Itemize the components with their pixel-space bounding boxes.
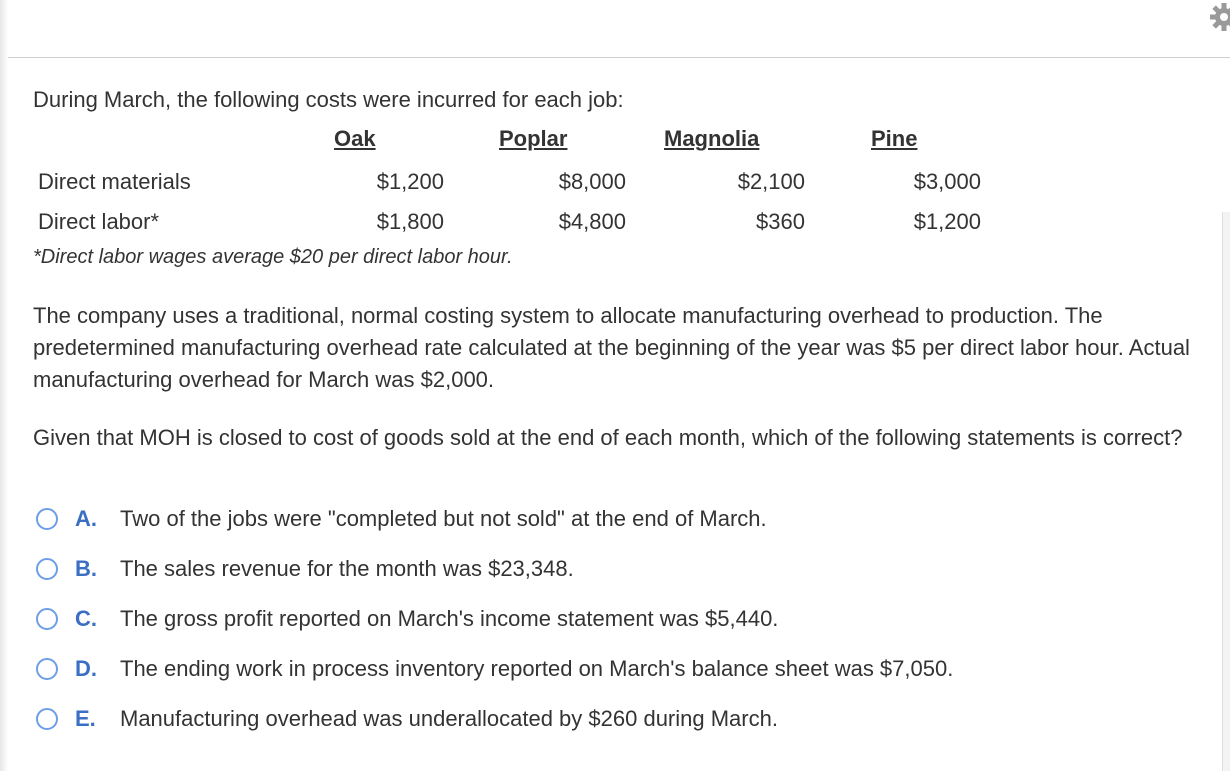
option-letter: D.	[75, 656, 97, 681]
radio-b[interactable]	[36, 558, 58, 580]
radio-d[interactable]	[36, 658, 58, 680]
option-d[interactable]	[36, 654, 1136, 684]
option-c[interactable]	[36, 604, 1136, 634]
radio-c[interactable]	[36, 608, 58, 630]
cell-labor-pine: $1,200	[913, 209, 981, 234]
option-letter: C.	[75, 606, 97, 631]
cell-materials-oak: $1,200	[376, 169, 444, 194]
question-text: Given that MOH is closed to cost of goods sold at the end of each month, which of the following statements is correct?	[33, 425, 1183, 450]
cell-materials-magnolia: $2,100	[737, 169, 805, 194]
column-header-magnolia: Magnolia	[664, 126, 760, 151]
cell-materials-poplar: $8,000	[558, 169, 626, 194]
option-letter: E.	[75, 706, 96, 731]
question-content	[33, 86, 1203, 731]
scrollbar[interactable]	[1222, 212, 1230, 771]
footnote: *Direct labor wages average $20 per direct labor hour.	[33, 246, 513, 268]
option-e[interactable]	[36, 704, 1136, 734]
row-label-direct-labor: Direct labor*	[38, 209, 160, 234]
option-text: The gross profit reported on March's income statement was $5,440.	[120, 606, 779, 631]
option-text: The ending work in process inventory reported on March's balance sheet was $7,050.	[120, 656, 954, 681]
column-header-oak: Oak	[334, 126, 376, 151]
option-text: Manufacturing overhead was underallocated by $260 during March.	[120, 706, 778, 731]
row-label-direct-materials: Direct materials	[38, 169, 191, 194]
option-letter: B.	[75, 556, 97, 581]
left-edge-shadow	[0, 0, 8, 771]
option-text: Two of the jobs were "completed but not sold" at the end of March.	[120, 506, 767, 531]
header-divider	[8, 57, 1230, 58]
cell-labor-oak: $1,800	[376, 209, 444, 234]
option-letter: A.	[75, 506, 97, 531]
radio-a[interactable]	[36, 508, 58, 530]
radio-e[interactable]	[36, 708, 58, 730]
cell-materials-pine: $3,000	[913, 169, 981, 194]
gear-icon[interactable]	[1206, 0, 1230, 34]
cell-labor-magnolia: $360	[756, 209, 805, 234]
cell-labor-poplar: $4,800	[558, 209, 626, 234]
option-a[interactable]	[36, 504, 1136, 534]
option-text: The sales revenue for the month was $23,348.	[120, 556, 574, 581]
column-header-pine: Pine	[871, 126, 918, 151]
option-b[interactable]	[36, 554, 1136, 584]
intro-text: During March, the following costs were incurred for each job:	[33, 87, 624, 112]
costing-paragraph: The company uses a traditional, normal costing system to allocate manufacturing overhead to production. The predetermined manufacturing overhead rate calculated at the beginning of the year was $5 per direct labor hour. Actual manufacturing overhead for March was $2,000.	[33, 303, 1190, 392]
column-header-poplar: Poplar	[499, 126, 568, 151]
